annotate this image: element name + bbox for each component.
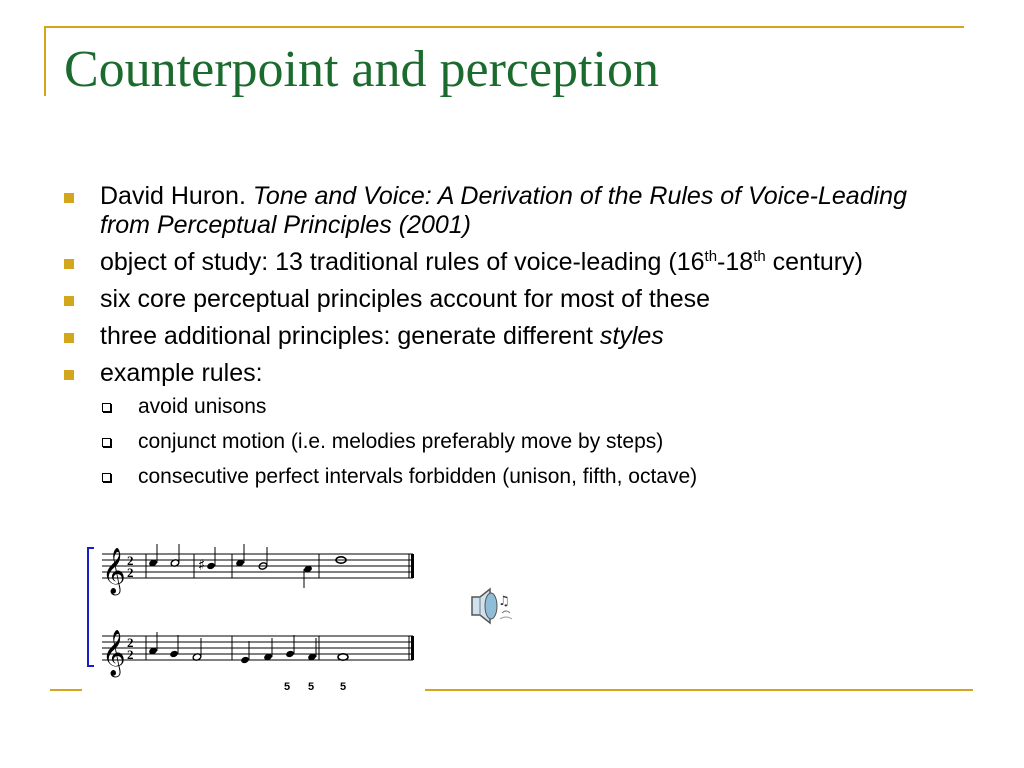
frame-left-line xyxy=(44,26,46,96)
slide-title: Counterpoint and perception xyxy=(64,41,659,98)
bullet-item xyxy=(60,182,960,240)
bullet-book-title: Tone and Voice: A Derivation of the Rules of Voice-Leading from Perceptual Principles (2001) xyxy=(100,182,907,239)
final-barline xyxy=(411,636,414,660)
frame-bottom-line-right xyxy=(425,689,973,691)
bullet-item xyxy=(60,285,960,314)
bullet-item xyxy=(60,359,960,490)
sub-bullet-item xyxy=(100,429,960,455)
bullet-emphasis: styles xyxy=(599,322,664,350)
frame-bottom-line-left xyxy=(50,689,82,691)
bullet-square-icon xyxy=(64,296,74,306)
system-brace xyxy=(88,548,94,666)
bullet-text: example rules: xyxy=(100,359,263,387)
svg-text:♫: ♫ xyxy=(498,594,510,609)
bullet-square-icon xyxy=(64,193,74,203)
interval-label: 5 xyxy=(340,681,347,693)
sub-bullet-item xyxy=(100,464,960,490)
treble-clef-icon: 𝄞 xyxy=(102,630,126,676)
bullet-item xyxy=(60,322,960,351)
hollow-square-bullet-icon xyxy=(102,473,111,482)
bullet-square-icon xyxy=(64,259,74,269)
bullet-text: David Huron. xyxy=(100,182,253,210)
sub-bullet-item xyxy=(100,394,960,420)
sub-bullet-list xyxy=(100,394,960,490)
bullet-text: century) xyxy=(765,248,863,276)
sub-bullet-text: avoid unisons xyxy=(138,395,267,418)
sub-bullet-text: consecutive perfect intervals forbidden (unison, fifth, octave) xyxy=(138,465,698,488)
interval-label: 5 xyxy=(308,681,315,693)
time-signature-bottom: 2 xyxy=(127,565,134,580)
final-barline xyxy=(411,554,414,578)
sub-bullet-text: conjunct motion (i.e. melodies preferably move by steps) xyxy=(138,430,664,453)
lower-staff xyxy=(102,636,413,660)
music-score xyxy=(80,538,425,698)
frame-top-line xyxy=(44,26,964,28)
bullet-list xyxy=(60,182,960,499)
speaker-icon[interactable] xyxy=(466,583,518,629)
bullet-text: three additional principles: generate different xyxy=(100,322,600,350)
bullet-square-icon xyxy=(64,333,74,343)
bullet-text: six core perceptual principles account for most of these xyxy=(100,285,711,313)
time-signature-bottom: 2 xyxy=(127,647,134,662)
bullet-square-icon xyxy=(64,370,74,380)
treble-clef-icon: 𝄞 xyxy=(102,548,126,594)
hollow-square-bullet-icon xyxy=(102,438,111,447)
upper-staff xyxy=(102,554,413,578)
sharp-icon: ♯ xyxy=(198,556,206,574)
bullet-text: object of study: 13 traditional rules of voice-leading (16 xyxy=(100,248,705,276)
bullet-text: -18 xyxy=(717,248,754,276)
time-signature-top: 2 xyxy=(127,553,134,568)
superscript-th: th xyxy=(704,248,718,265)
superscript-th: th xyxy=(753,248,766,265)
hollow-square-bullet-icon xyxy=(102,403,111,412)
time-signature-top: 2 xyxy=(127,635,134,650)
interval-label: 5 xyxy=(284,681,291,693)
bullet-item xyxy=(60,248,960,277)
